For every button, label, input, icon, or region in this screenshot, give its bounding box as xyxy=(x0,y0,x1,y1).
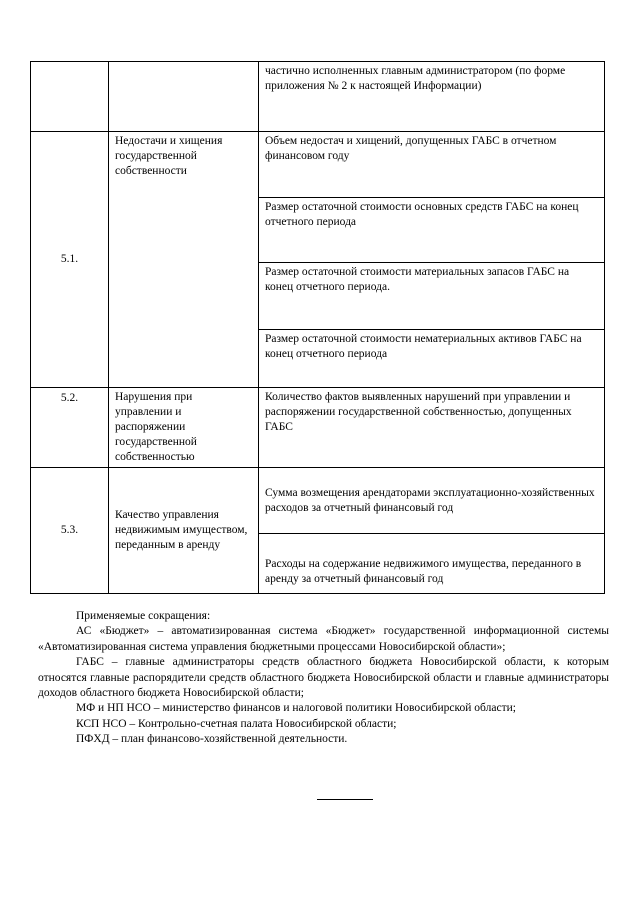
indicator-cell: частично исполненных главным администратором (по форме приложения № 2 к настоящей Информации) xyxy=(259,62,605,132)
abbreviation-item: ПФХД – план финансово-хозяйственной деятельности. xyxy=(76,733,348,746)
row-number: 5.3. xyxy=(31,468,109,594)
area-cell: Нарушения при управлении и распоряжении государственной собственностью xyxy=(109,388,259,468)
indicator-cell: Размер остаточной стоимости основных средств ГАБС на конец отчетного периода xyxy=(259,198,605,263)
indicator-cell: Размер остаточной стоимости нематериальных активов ГАБС на конец отчетного периода xyxy=(259,330,605,388)
abbreviations-heading: Применяемые сокращения: xyxy=(76,610,211,622)
indicators-table xyxy=(30,61,605,594)
end-rule xyxy=(317,799,373,800)
abbreviations-section xyxy=(38,609,609,748)
indicator-cell: Сумма возмещения арендаторами эксплуатационно-хозяйственных расходов за отчетный финансовый год xyxy=(259,468,605,534)
abbreviation-item: МФ и НП НСО – министерство финансов и налоговой политики Новосибирской области; xyxy=(76,702,516,715)
row-number: 5.2. xyxy=(31,388,109,468)
table-row xyxy=(31,388,605,468)
abbreviation-item: АС «Бюджет» – автоматизированная система «Бюджет» государственной информационной системы «Автоматизированная система управления бюджетными процессами Новосибирской области»; xyxy=(38,625,609,653)
table-row xyxy=(31,468,605,534)
area-cell xyxy=(109,62,259,132)
number-cell xyxy=(31,62,109,132)
abbreviation-item: КСП НСО – Контрольно-счетная палата Новосибирской области; xyxy=(76,717,397,730)
indicator-cell: Размер остаточной стоимости материальных запасов ГАБС на конец отчетного периода. xyxy=(259,263,605,330)
table-row xyxy=(31,62,605,132)
row-number: 5.1. xyxy=(31,132,109,388)
abbreviation-item: ГАБС – главные администраторы средств областного бюджета Новосибирской области, к которым относятся главные распорядители средств областного бюджета Новосибирской области и главные администраторы доходов областного бюджета Новосибирской области; xyxy=(38,656,609,700)
indicator-cell: Количество фактов выявленных нарушений при управлении и распоряжении государственной собственностью, допущенных ГАБС xyxy=(259,388,605,468)
indicator-cell: Объем недостач и хищений, допущенных ГАБС в отчетном финансовом году xyxy=(259,132,605,198)
table-row xyxy=(31,132,605,198)
indicator-cell: Расходы на содержание недвижимого имущества, переданного в аренду за отчетный финансовый год xyxy=(259,534,605,594)
area-cell: Качество управления недвижимым имуществом, переданным в аренду xyxy=(109,468,259,594)
area-cell: Недостачи и хищения государственной собственности xyxy=(109,132,259,388)
